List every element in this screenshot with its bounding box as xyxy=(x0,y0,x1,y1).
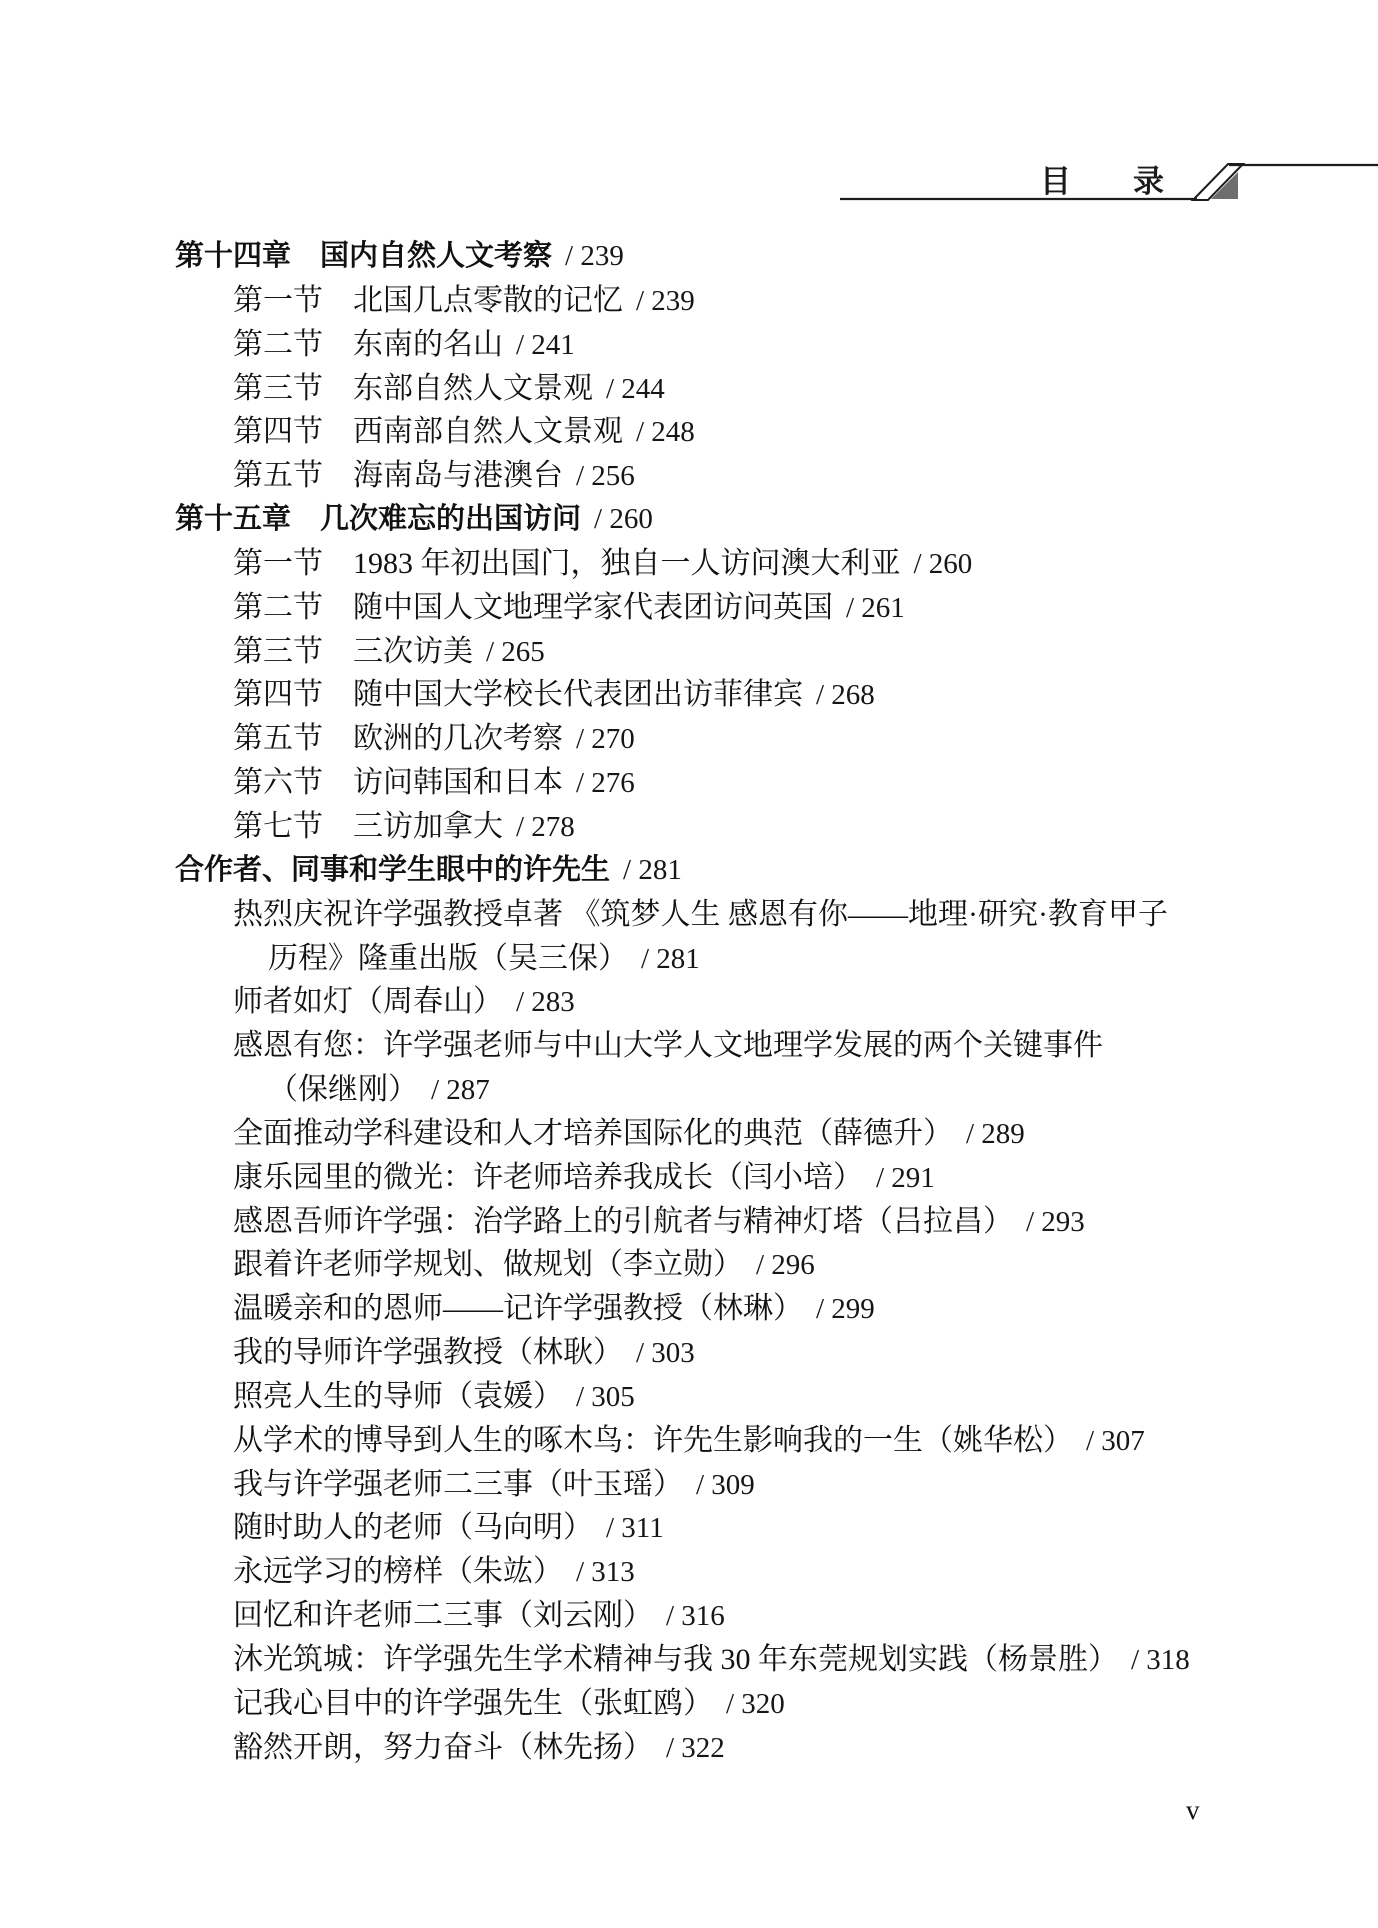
toc-entry-essay xyxy=(175,1243,1305,1287)
toc-entry-essay xyxy=(175,1024,1305,1068)
toc-entry-text: 照亮人生的导师（袁媛） xyxy=(233,1379,563,1413)
toc-entry-section xyxy=(175,323,1305,367)
toc-entry-essay xyxy=(175,980,1305,1024)
toc-entry-page: / 268 xyxy=(816,679,875,712)
toc-entry-text: 我的导师许学强教授（林耿） xyxy=(233,1336,623,1370)
toc-entry-text: 随时助人的老师（马向明） xyxy=(233,1511,593,1545)
toc-entry-text: 第四节 随中国大学校长代表团出访菲律宾 xyxy=(233,678,803,712)
toc-entry-essay xyxy=(175,1463,1305,1507)
toc-entry-essay xyxy=(175,1331,1305,1375)
toc-entry-text: 记我心目中的许学强先生（张虹鸥） xyxy=(233,1686,713,1720)
toc-entry-page: / 320 xyxy=(726,1687,785,1720)
toc-entry-chapter xyxy=(175,849,1305,893)
toc-entry-page: / 241 xyxy=(516,328,575,361)
toc-entry-section xyxy=(175,630,1305,674)
toc-entry-page: / 248 xyxy=(636,416,695,449)
toc-entry-page: / 293 xyxy=(1026,1205,1085,1238)
toc-entry-page: / 296 xyxy=(756,1249,815,1282)
toc-entry-text: 第十四章 国内自然人文考察 xyxy=(175,240,553,272)
toc-entry-text: 跟着许老师学规划、做规划（李立勋） xyxy=(233,1248,743,1282)
toc-entry-section xyxy=(175,805,1305,849)
toc-entry-page: / 276 xyxy=(576,767,635,800)
toc-entry-section xyxy=(175,542,1305,586)
toc-entry-text: 热烈庆祝许学强教授卓著 《筑梦人生 感恩有你——地理·研究·教育甲子 xyxy=(233,897,1168,931)
toc-entry-text: 合作者、同事和学生眼中的许先生 xyxy=(175,853,611,886)
toc-entry-section xyxy=(175,761,1305,805)
toc-entry-page: / 309 xyxy=(696,1468,755,1501)
toc-entry-text: 第三节 东部自然人文景观 xyxy=(233,371,593,405)
toc-entry-text: 第一节 北国几点零散的记忆 xyxy=(233,283,623,317)
toc-entry-page: / 299 xyxy=(816,1293,875,1326)
toc-entry-text: 历程》隆重出版（吴三保） xyxy=(268,941,628,975)
toc-entry-page: / 281 xyxy=(641,942,700,975)
toc-entry-section xyxy=(175,367,1305,411)
toc-entry-essay xyxy=(175,893,1305,937)
toc-entry-text: 永远学习的榜样（朱竑） xyxy=(233,1555,563,1589)
toc-entry-page: / 316 xyxy=(666,1600,725,1633)
toc-entry-text: 第二节 随中国人文地理学家代表团访问英国 xyxy=(233,590,833,624)
toc-entry-section xyxy=(175,673,1305,717)
toc-entry-continuation xyxy=(175,1068,1305,1112)
toc-entry-text: 沐光筑城：许学强先生学术精神与我 30 年东莞规划实践（杨景胜） xyxy=(233,1643,1118,1676)
toc-entry-page: / 303 xyxy=(636,1337,695,1370)
toc-entry-text: 第五节 欧洲的几次考察 xyxy=(233,722,563,756)
toc-entry-section xyxy=(175,410,1305,454)
toc-entry-text: 第十五章 几次难忘的出国访问 xyxy=(175,503,582,536)
toc-entry-section xyxy=(175,454,1305,498)
toc-entry-essay xyxy=(175,1156,1305,1200)
toc-entry-page: / 322 xyxy=(666,1731,725,1764)
toc-entry-text: 第一节 1983 年初出国门，独自一人访问澳大利亚 xyxy=(233,546,901,580)
toc-entry-text: 第二节 东南的名山 xyxy=(233,327,503,361)
toc-entry-essay xyxy=(175,1375,1305,1419)
toc-entry-page: / 244 xyxy=(606,372,665,405)
toc-entry-essay xyxy=(175,1594,1305,1638)
toc-entry-page: / 305 xyxy=(576,1380,635,1413)
toc-entry-chapter xyxy=(175,498,1305,542)
toc-entry-text: 第六节 访问韩国和日本 xyxy=(233,766,563,800)
toc-entry-text: 感恩有您：许学强老师与中山大学人文地理学发展的两个关键事件 xyxy=(233,1029,1103,1063)
toc-entry-page: / 261 xyxy=(846,591,905,624)
toc-entry-section xyxy=(175,586,1305,630)
toc-entry-page: / 270 xyxy=(576,723,635,756)
toc-entry-section xyxy=(175,279,1305,323)
toc-entry-text: 从学术的博导到人生的啄木鸟：许先生影响我的一生（姚华松） xyxy=(233,1423,1073,1457)
toc-entry-essay xyxy=(175,1550,1305,1594)
toc-entry-page: / 289 xyxy=(966,1117,1025,1150)
toc-entry-page: / 239 xyxy=(636,284,695,317)
toc-entry-page: / 313 xyxy=(576,1556,635,1589)
toc-entry-page: / 311 xyxy=(606,1512,664,1545)
toc-entry-page: / 283 xyxy=(516,986,575,1019)
toc-entry-section xyxy=(175,717,1305,761)
toc-entry-essay xyxy=(175,1506,1305,1550)
toc-entry-text: 康乐园里的微光：许老师培养我成长（闫小培） xyxy=(233,1160,863,1194)
toc-entry-text: 全面推动学科建设和人才培养国际化的典范（薛德升） xyxy=(233,1116,953,1150)
toc-entry-essay xyxy=(175,1682,1305,1726)
toc-entry-page: / 265 xyxy=(486,635,545,668)
toc-entry-text: 我与许学强老师二三事（叶玉瑶） xyxy=(233,1467,683,1501)
toc-entry-page: / 281 xyxy=(623,853,682,886)
toc-entry-essay xyxy=(175,1638,1305,1682)
toc-entry-page: / 318 xyxy=(1131,1644,1190,1676)
toc-entry-text: 温暖亲和的恩师——记许学强教授（林琳） xyxy=(233,1292,803,1326)
toc-entry-text: （保继刚） xyxy=(268,1073,418,1107)
toc-entry-page: / 239 xyxy=(565,240,624,272)
toc-entry-chapter xyxy=(175,235,1305,279)
toc-entry-essay xyxy=(175,1200,1305,1244)
footer-page-number: v xyxy=(1186,1795,1200,1825)
toc-entry-essay xyxy=(175,1112,1305,1156)
toc-entry-page: / 278 xyxy=(516,810,575,843)
toc-entry-text: 第七节 三访加拿大 xyxy=(233,809,503,843)
toc-entry-page: / 256 xyxy=(576,460,635,493)
toc-list xyxy=(175,235,1305,1770)
toc-entry-text: 豁然开朗，努力奋斗（林先扬） xyxy=(233,1730,653,1764)
toc-entry-page: / 307 xyxy=(1086,1424,1145,1457)
toc-entry-page: / 260 xyxy=(594,503,653,536)
toc-entry-page: / 287 xyxy=(431,1074,490,1107)
toc-entry-text: 第三节 三次访美 xyxy=(233,634,473,668)
toc-entry-page: / 291 xyxy=(876,1161,935,1194)
toc-entry-essay xyxy=(175,1287,1305,1331)
header-decoration xyxy=(800,150,1378,210)
toc-entry-text: 第五节 海南岛与港澳台 xyxy=(233,459,563,493)
toc-entry-text: 师者如灯（周春山） xyxy=(233,985,503,1019)
toc-entry-continuation xyxy=(175,937,1305,981)
toc-entry-page: / 260 xyxy=(913,547,973,580)
toc-entry-text: 回忆和许老师二三事（刘云刚） xyxy=(233,1599,653,1633)
page-title: 目 录 xyxy=(1040,164,1164,199)
toc-entry-text: 第四节 西南部自然人文景观 xyxy=(233,415,623,449)
toc-entry-essay xyxy=(175,1419,1305,1463)
toc-entry-text: 感恩吾师许学强：治学路上的引航者与精神灯塔（吕拉昌） xyxy=(233,1204,1013,1238)
toc-entry-essay xyxy=(175,1726,1305,1770)
